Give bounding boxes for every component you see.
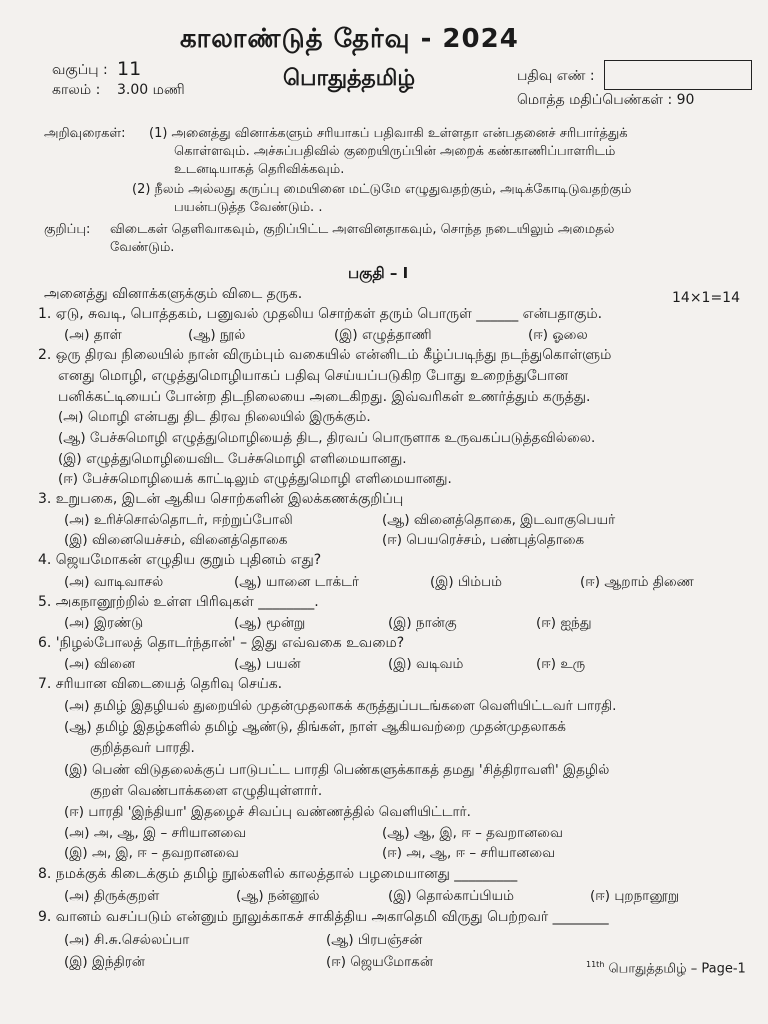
q7-statement-c-line-1: (இ) பெண் விடுதலைக்குப் பாடுபட்ட பாரதி பெண்களுக்காகத் தமது 'சித்திராவளி' இதழில்	[64, 762, 610, 778]
note-label: குறிப்பு:	[44, 222, 91, 237]
question-5: 5. அகநானூற்றில் உள்ள பிரிவுகள் ________.	[38, 594, 319, 610]
q9-option-c: (இ) இந்திரன்	[64, 954, 145, 970]
total-marks: மொத்த மதிப்பெண்கள் : 90	[517, 92, 695, 108]
q6-option-c: (இ) வடிவம்	[388, 656, 464, 672]
exam-title: காலாண்டுத் தேர்வு - 2024	[180, 24, 519, 54]
instruction-1-line-1: (1) அனைத்து வினாக்களும் சரியாகப் பதிவாகி உள்ளதா என்பதனைச் சரிபார்த்துக்	[149, 126, 628, 141]
q7-option-d: (ஈ) அ, ஆ, ஈ – சரியானவை	[382, 845, 556, 861]
q1-option-b: (ஆ) நூல்	[188, 327, 246, 343]
instruction-1-line-2: கொள்ளவும். அச்சுப்பதிவில் குறையிருப்பின் அறைக் கண்காணிப்பாளரிடம்	[174, 144, 616, 159]
class-value: 11	[117, 58, 142, 80]
q8-option-b: (ஆ) நன்னூல்	[236, 888, 320, 904]
question-7: 7. சரியான விடையைத் தெரிவு செய்க.	[38, 676, 283, 692]
instruction-1-line-3: உடனடியாகத் தெரிவிக்கவும்.	[174, 162, 345, 177]
q1-option-d: (ஈ) ஓலை	[528, 327, 588, 343]
q7-option-a: (அ) அ, ஆ, இ – சரியானவை	[64, 825, 247, 841]
q6-option-a: (அ) வினை	[64, 656, 136, 672]
section-title: பகுதி – I	[348, 264, 409, 282]
q2-option-b: (ஆ) பேச்சுமொழி எழுத்துமொழியைத் திட, திரவப் பொருளாக உருவகப்படுத்தவில்லை.	[58, 430, 596, 446]
question-3: 3. உறுபகை, இடன் ஆகிய சொற்களின் இலக்கணக்குறிப்பு	[38, 491, 404, 507]
question-2-line-1: 2. ஒரு திரவ நிலையில் நான் விரும்பும் வகையில் என்னிடம் கீழ்ப்படிந்து நடந்துகொள்ளும்	[38, 347, 612, 363]
instructions-label: அறிவுரைகள்:	[44, 126, 126, 141]
class-label: வகுப்பு :	[52, 62, 108, 78]
page-footer	[586, 960, 746, 977]
q7-statement-d: (ஈ) பாரதி 'இந்தியா' இதழைச் சிவப்பு வண்ணத்தில் வெளியிட்டார்.	[64, 804, 471, 820]
section-marks: 14×1=14	[672, 290, 740, 306]
note-line-2: வேண்டும்.	[110, 240, 175, 255]
q6-option-d: (ஈ) உரு	[536, 656, 586, 672]
q2-option-d: (ஈ) பேச்சுமொழியைக் காட்டிலும் எழுத்துமொழி எளிமையானது.	[58, 471, 452, 487]
question-4: 4. ஜெயமோகன் எழுதிய குறும் புதினம் எது?	[38, 552, 322, 568]
footer-superscript: 11th	[586, 960, 605, 969]
q3-option-a: (அ) உரிச்சொல்தொடர், ஈற்றுப்போலி	[64, 512, 293, 528]
q1-option-c: (இ) எழுத்தாணி	[334, 327, 432, 343]
q5-option-a: (அ) இரண்டு	[64, 615, 144, 631]
question-2-line-2: எனது மொழி, எழுத்துமொழியாகப் பதிவு செய்யப்படுகிற போது உறைந்துபோன	[58, 368, 569, 384]
q8-option-a: (அ) திருக்குறள்	[64, 888, 160, 904]
q3-option-d: (ஈ) பெயரெச்சம், பண்புத்தொகை	[382, 532, 585, 548]
question-2-line-3: பனிக்கட்டியைப் போன்ற திடநிலையை அடைகிறது. இவ்வரிகள் உணர்த்தும் கருத்து.	[58, 389, 591, 405]
question-6: 6. 'நிழல்போலத் தொடர்ந்தான்' – இது எவ்வகை உவமை?	[38, 635, 405, 651]
q8-option-d: (ஈ) புறநானூறு	[590, 888, 680, 904]
question-8: 8. நமக்குக் கிடைக்கும் தமிழ் நூல்களில் காலத்தால் பழமையானது _________	[38, 866, 518, 882]
q9-option-d: (ஈ) ஜெயமோகன்	[326, 954, 433, 970]
q7-statement-b-line-1: (ஆ) தமிழ் இதழ்களில் தமிழ் ஆண்டு, திங்கள், நாள் ஆகியவற்றை முதன்முதலாகக்	[64, 719, 566, 735]
q7-option-b: (ஆ) ஆ, இ, ஈ – தவறானவை	[382, 825, 563, 841]
q4-option-d: (ஈ) ஆறாம் திணை	[580, 574, 694, 590]
q1-option-a: (அ) தாள்	[64, 327, 122, 343]
q4-option-a: (அ) வாடிவாசல்	[64, 574, 164, 590]
section-instruction: அனைத்து வினாக்களுக்கும் விடை தருக.	[44, 286, 303, 302]
question-9: 9. வானம் வசப்படும் என்னும் நூலுக்காகச் சாகித்திய அகாதெமி விருது பெற்றவர் ________	[38, 909, 609, 925]
subject-title: பொதுத்தமிழ்	[283, 66, 416, 91]
reg-number-box[interactable]	[604, 60, 752, 90]
instruction-2-line-1: (2) நீலம் அல்லது கருப்பு மையினை மட்டுமே எழுதுவதற்கும், அடிக்கோடிடுவதற்கும்	[132, 182, 632, 197]
q2-option-c: (இ) எழுத்துமொழியைவிட பேச்சுமொழி எளிமையானது.	[58, 451, 407, 467]
q5-option-d: (ஈ) ஐந்து	[536, 615, 592, 631]
footer-text: பொதுத்தமிழ் – Page-1	[608, 961, 746, 977]
q3-option-b: (ஆ) வினைத்தொகை, இடவாகுபெயர்	[382, 512, 616, 528]
q9-option-b: (ஆ) பிரபஞ்சன்	[326, 932, 423, 948]
q5-option-c: (இ) நான்கு	[388, 615, 457, 631]
instruction-2-line-2: பயன்படுத்த வேண்டும். .	[174, 200, 323, 215]
q6-option-b: (ஆ) பயன்	[234, 656, 301, 672]
reg-number-label: பதிவு எண் :	[517, 68, 595, 84]
q5-option-b: (ஆ) மூன்று	[234, 615, 306, 631]
question-1: 1. ஏடு, சுவடி, பொத்தகம், பனுவல் முதலிய சொற்கள் தரும் பொருள் ______ என்பதாகும்.	[38, 306, 603, 322]
time-label: காலம் :	[52, 82, 101, 98]
q7-statement-c-line-2: குறள் வெண்பாக்களை எழுதியுள்ளார்.	[90, 783, 323, 799]
q7-statement-a: (அ) தமிழ் இதழியல் துறையில் முதன்முதலாகக் கருத்துப்படங்களை வெளியிட்டவர் பாரதி.	[64, 698, 617, 714]
time-value: 3.00 மணி	[117, 82, 185, 98]
q7-option-c: (இ) அ, இ, ஈ – தவறானவை	[64, 845, 239, 861]
q3-option-c: (இ) வினையெச்சம், வினைத்தொகை	[64, 532, 288, 548]
q9-option-a: (அ) சி.சு.செல்லப்பா	[64, 932, 190, 948]
q4-option-b: (ஆ) யானை டாக்டர்	[234, 574, 359, 590]
note-line-1: விடைகள் தெளிவாகவும், குறிப்பிட்ட அளவினதாகவும், சொந்த நடையிலும் அமைதல்	[110, 222, 615, 237]
q4-option-c: (இ) பிம்பம்	[430, 574, 503, 590]
q2-option-a: (அ) மொழி என்பது திட திரவ நிலையில் இருக்கும்.	[58, 409, 371, 425]
q7-statement-b-line-2: குறித்தவர் பாரதி.	[90, 740, 195, 756]
q8-option-c: (இ) தொல்காப்பியம்	[388, 888, 515, 904]
